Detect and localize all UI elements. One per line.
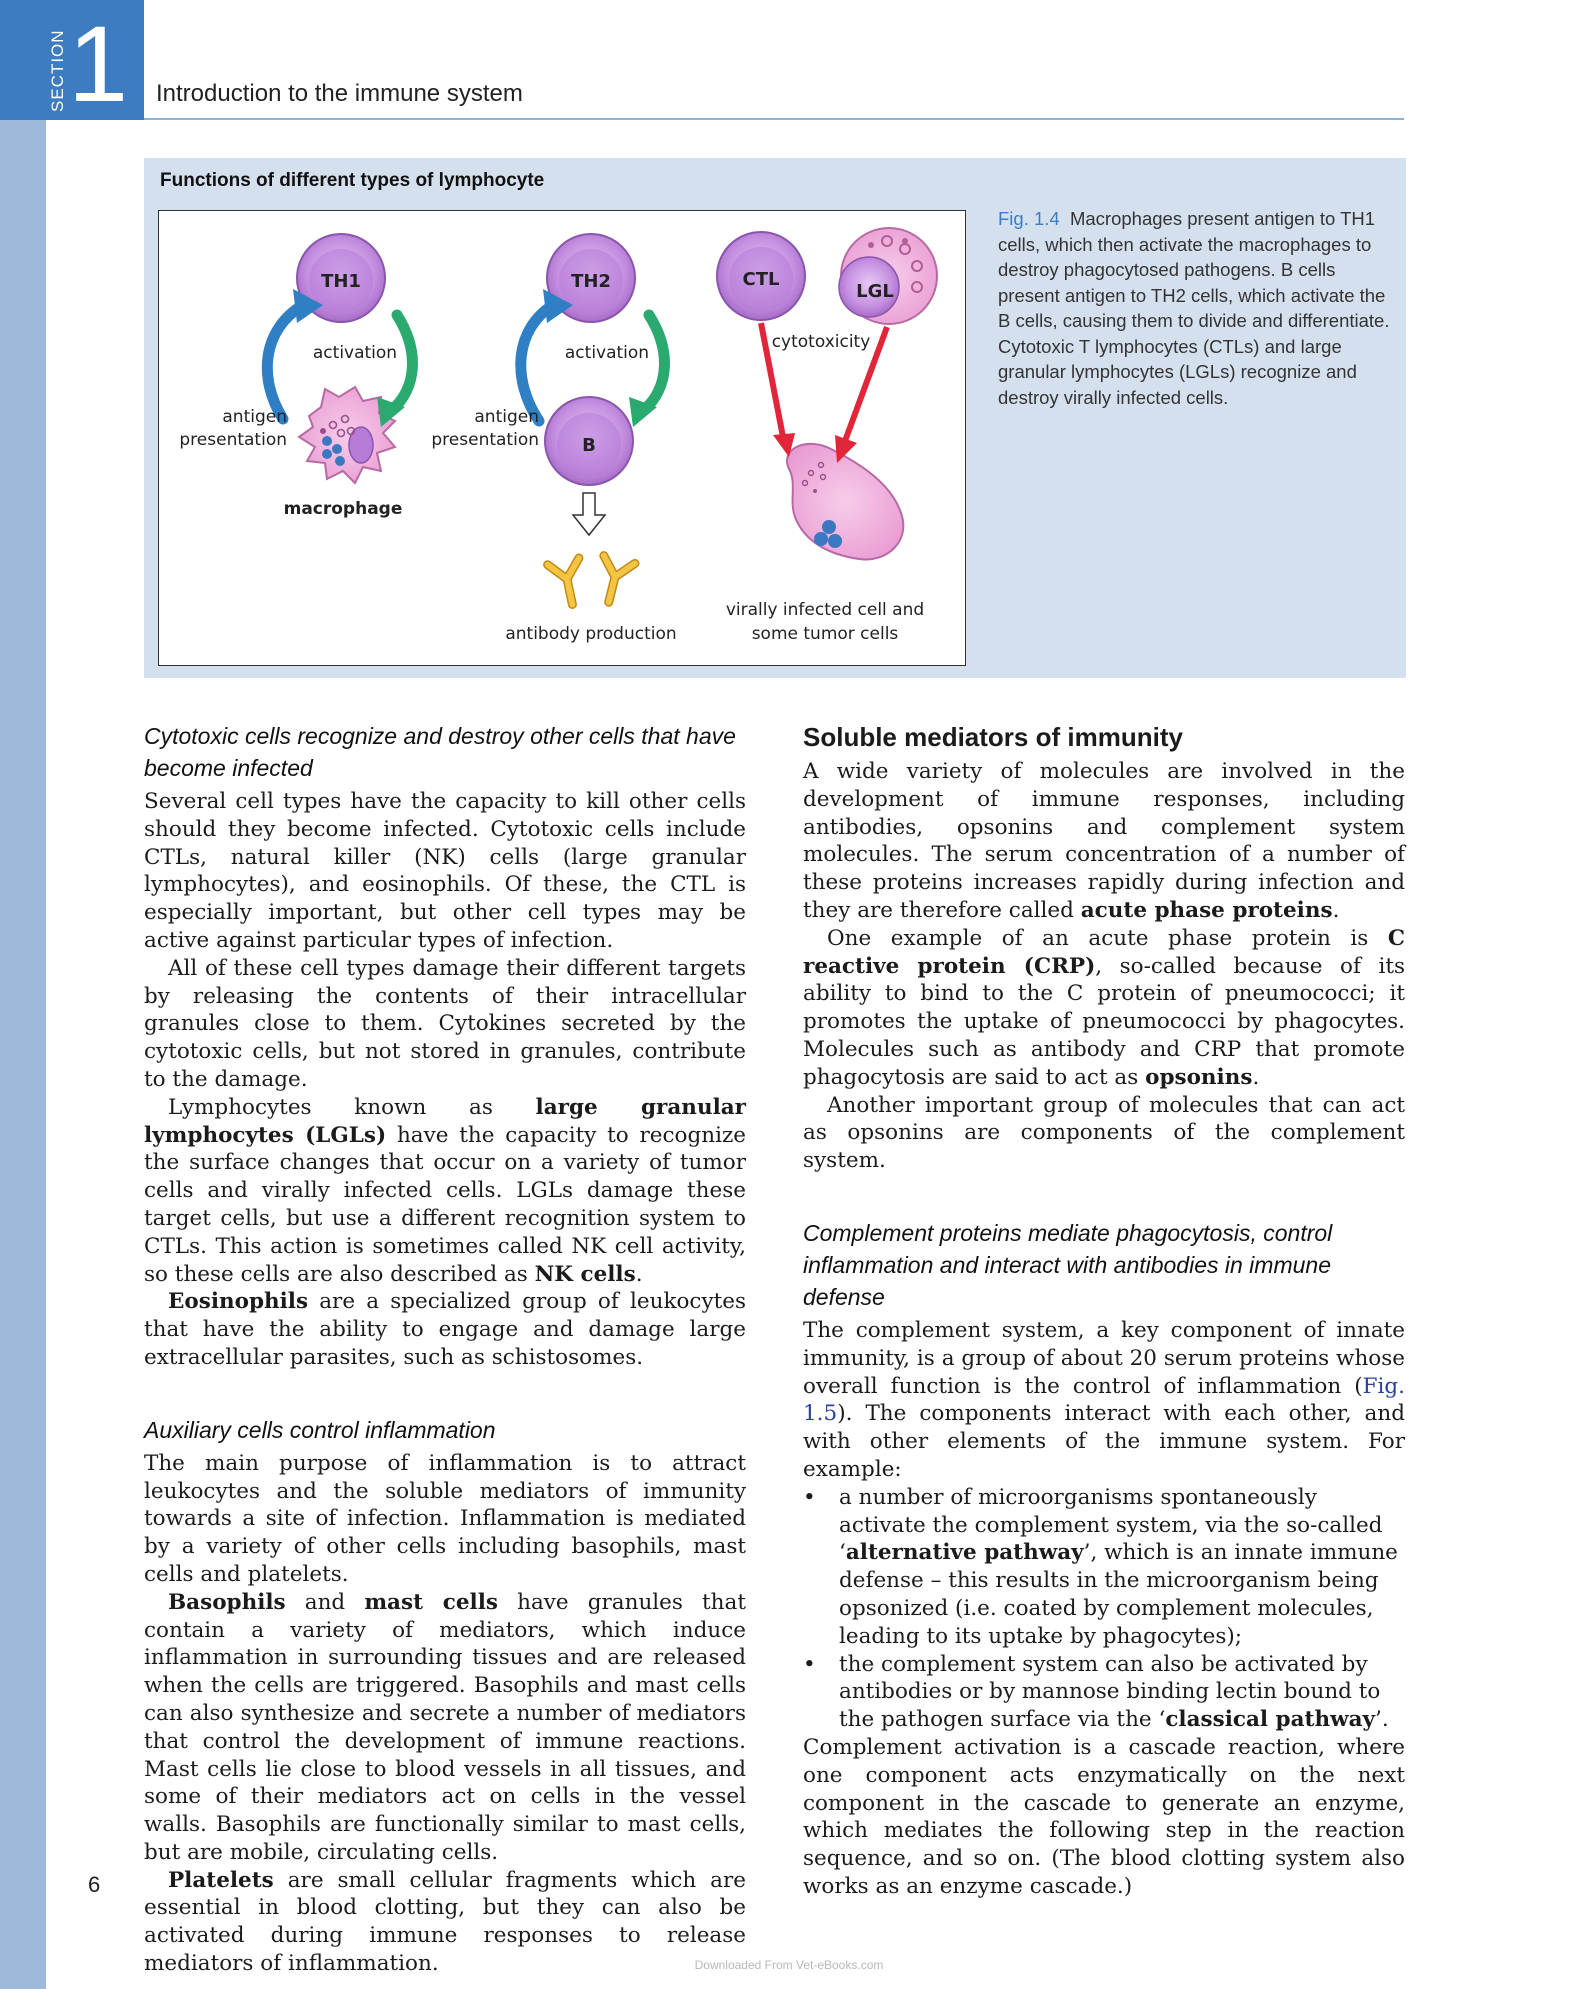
ctl-label: CTL <box>742 269 780 290</box>
section-tab <box>0 0 144 124</box>
figure-caption <box>998 206 1398 410</box>
heading-complement-proteins: Complement proteins mediate phagocytosis, control inflammation and interact with antibodies in immune defense <box>803 1219 1333 1310</box>
activation-label-1: activation <box>312 343 398 363</box>
b-label: B <box>582 435 596 456</box>
lgl-cell <box>839 228 937 324</box>
heading-soluble-mediators: Soluble mediators of immunity <box>803 722 1183 752</box>
figure-caption-text: Macrophages present antigen to TH1 cells, which then activate the macrophages to destroy phagocytosed pathogens. B cells present antigen to TH2 cells, which activate the B cells, causing them to divide and differentiate. Cytotoxic T lymphocytes (CTLs) and large granular lymphocytes (LGLs) recognize and destroy virally infected cells. <box>998 208 1390 408</box>
paragraph: All of these cell types damage their different targets by releasing the contents of their intracellular granules close to them. Cytokines secreted by the cytotoxic cells, but not stored in granules, contribute to the damage. <box>144 955 746 1092</box>
paragraph: Basophils and mast cells have granules that contain a variety of mediators, which induce inflammation in surrounding tissues and are released when the cells are triggered. Basophils and mast cells can also synthesize and secrete a number of mediators that control the development of immune reactions. Mast cells lie close to blood vessels in all tissues, and some of their mediators act on cells in the vessel walls. Basophils are functionally similar to mast cells, but are mobile, circulating cells. <box>144 1589 746 1865</box>
antibody-production-label: antibody production <box>505 624 677 644</box>
antibody-left <box>548 558 588 608</box>
paragraph: One example of an acute phase protein is C reactive protein (CRP), so-called because of its ability to bind to the C protein of pneumococci; it promotes the uptake of pneumococci by phagocytes. Molecules such as antibody and CRP that promote phagocytosis are said to act as opsonins. <box>803 925 1405 1090</box>
page-number: 6 <box>88 1872 101 1897</box>
right-column <box>803 720 1405 1901</box>
antigen-label-2: antigen <box>474 407 539 427</box>
fig-1-5-link[interactable]: Fig. 1.5 <box>803 1373 1405 1427</box>
virally-infected-label-2: some tumor cells <box>751 624 899 644</box>
antigen-label-1: antigen <box>222 407 287 427</box>
list-item: • the complement system can also be activated by antibodies or by mannose binding lectin bound to the pathogen surface via the ‘classical pathway’. <box>839 1651 1405 1734</box>
antibody-production-arrow <box>573 493 605 535</box>
antigen-presentation-arrow-2 <box>521 305 553 421</box>
presentation-label-2: presentation <box>431 430 539 450</box>
paragraph: Another important group of molecules that can act as opsonins are components of the complement system. <box>803 1092 1405 1174</box>
heading-auxiliary-cells: Auxiliary cells control inflammation <box>144 1416 496 1443</box>
lgl-label: LGL <box>856 281 894 302</box>
paragraph: Platelets are small cellular fragments which are essential in blood clotting, but they can also be activated during immune responses to release mediators of inflammation. <box>144 1867 746 1977</box>
left-margin-strip <box>0 0 46 1989</box>
figure-number: Fig. 1.4 <box>998 208 1060 229</box>
activation-label-2: activation <box>564 343 650 363</box>
left-column <box>144 720 746 1978</box>
paragraph: A wide variety of molecules are involved in the development of immune responses, including antibodies, opsonins and complement system molecules. The serum concentration of a number of these proteins increases rapidly during infection and they are therefore called acute phase proteins. <box>803 759 1405 923</box>
heading-cytotoxic-cells: Cytotoxic cells recognize and destroy other cells that have become infected <box>144 723 736 781</box>
presentation-label-1: presentation <box>179 430 287 450</box>
paragraph: Lymphocytes known as large granular lymphocytes (LGLs) have the capacity to recognize the surface changes that occur on a variety of tumor cells and virally infected cells. LGLs damage these target cells, but use a different recognition system to CTLs. This action is sometimes called NK cell activity, so these cells are also described as NK cells. <box>144 1094 747 1287</box>
figure-heading: Functions of different types of lymphocyte <box>160 170 545 191</box>
paragraph: The main purpose of inflammation is to attract leukocytes and the soluble mediators of immunity towards a site of infection. Inflammation is mediated by a variety of other cells including basophils, mast cells and platelets. <box>144 1450 746 1587</box>
paragraph: Several cell types have the capacity to kill other cells should they become infected. Cytotoxic cells include CTLs, natural killer (NK) cells (large granular lymphocytes), and eosinophils. Of these, the CTL is especially important, but other cell types may be active against particular types of infection. <box>144 789 746 953</box>
watermark: Downloaded From Vet-eBooks.com <box>694 1958 884 1972</box>
th2-label: TH2 <box>571 271 611 292</box>
b-cell <box>545 397 633 485</box>
ctl-cell <box>717 232 805 320</box>
chapter-title: Introduction to the immune system <box>156 80 523 107</box>
header-rule <box>144 118 1404 120</box>
section-number: 1 <box>68 3 129 124</box>
antibody-right <box>593 556 635 606</box>
bullet-list <box>803 1484 1405 1734</box>
paragraph: Complement activation is a cascade reaction, where one component acts enzymatically on the next component in the cascade to generate an enzyme, which mediates the following step in the reaction sequence, and so on. (The blood clotting system also works as an enzyme cascade.) <box>803 1734 1405 1899</box>
virally-infected-label-1: virally infected cell and <box>725 600 925 620</box>
section-word: SECTION <box>48 29 67 112</box>
list-item: • a number of microorganisms spontaneously activate the complement system, via the so-called ‘alternative pathway’, which is an innate immune defense – this results in the microorganism being opsonized (i.e. coated by complement molecules, leading to its uptake by phagocytes); <box>839 1484 1405 1651</box>
infected-cell <box>787 444 903 560</box>
figure-diagram <box>158 210 966 666</box>
lymphocyte-diagram <box>159 211 965 665</box>
cytotoxicity-label: cytotoxicity <box>771 332 871 352</box>
paragraph: The complement system, a key component of innate immunity, is a group of about 20 serum proteins whose overall function is the control of inflammation (Fig. 1.5). The components interact with each other, and with other elements of the immune system. For example: <box>803 1317 1405 1482</box>
th1-label: TH1 <box>321 271 361 292</box>
macrophage-label: macrophage <box>283 499 403 519</box>
paragraph: Eosinophils are a specialized group of leukocytes that have the ability to engage and damage large extracellular parasites, such as schistosomes. <box>144 1289 746 1370</box>
